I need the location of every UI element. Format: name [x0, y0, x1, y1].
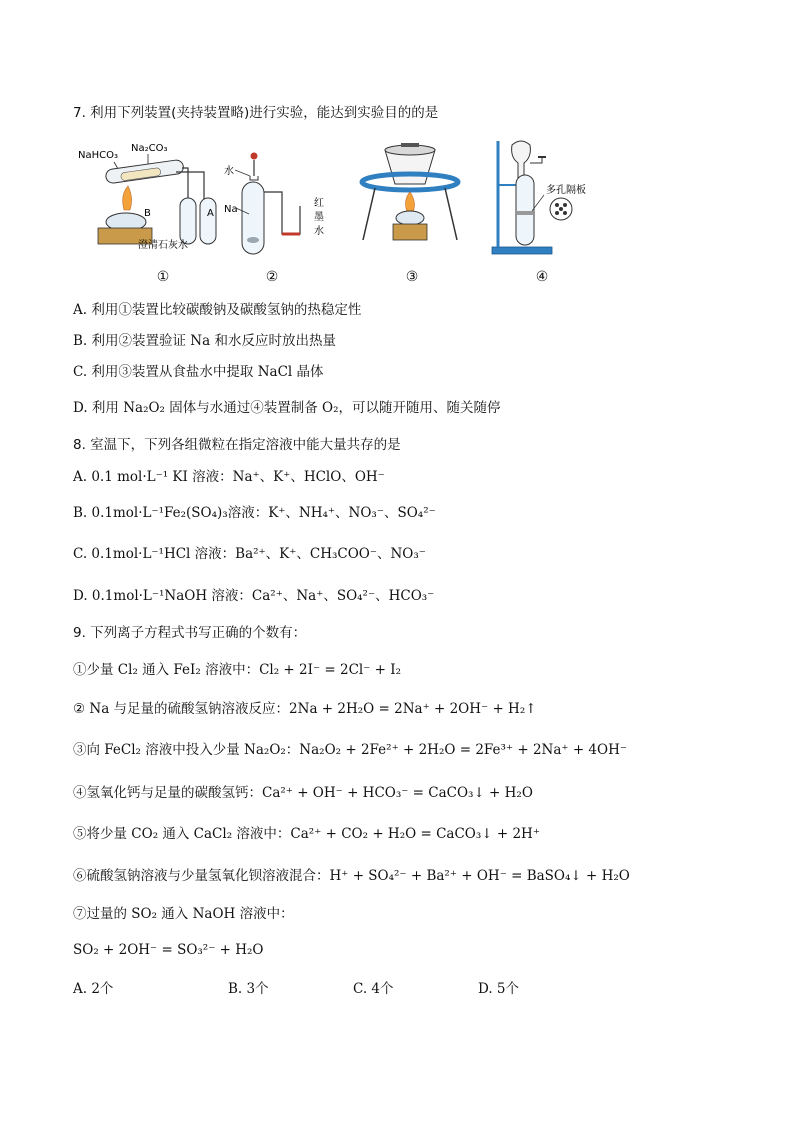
label-red: 红	[314, 198, 324, 209]
apparatus-1	[76, 140, 226, 260]
label-b: B	[144, 208, 151, 219]
q9-item-5: ⑤将少量 CO₂ 通入 CaCl₂ 溶液中：Ca²⁺ + CO₂ + H₂O = CaCO₃↓ + 2H⁺	[73, 826, 540, 842]
q9-item-2: ② Na 与足量的硫酸氢钠溶液反应：2Na + 2H₂O = 2Na⁺ + 2OH⁻ + H₂↑	[73, 701, 537, 717]
label-nahco3: NaHCO₃	[78, 150, 118, 161]
figure-caption-2: ②	[265, 269, 279, 285]
q9-item-6: ⑥硫酸氢钠溶液与少量氢氧化钡溶液混合：H⁺ + SO₄²⁻ + Ba²⁺ + OH⁻ = BaSO₄↓ + H₂O	[73, 868, 630, 884]
figure-caption-1: ①	[156, 269, 170, 285]
q9-choice-c: C. 4个	[353, 981, 394, 997]
q7-option-c: C. 利用③装置从食盐水中提取 NaCl 晶体	[73, 364, 324, 380]
q9-stem: 9. 下列离子方程式书写正确的个数有：	[73, 625, 307, 641]
label-a: A	[207, 208, 214, 219]
q8-stem: 8. 室温下，下列各组微粒在指定溶液中能大量共存的是	[73, 437, 401, 453]
q7-option-d: D. 利用 Na₂O₂ 固体与水通过④装置制备 O₂，可以随开随用、随关随停	[73, 400, 501, 416]
apparatus-3	[355, 140, 465, 255]
figure-caption-3: ③	[405, 269, 419, 285]
apparatus-2	[222, 148, 332, 260]
q9-item-7: ⑦过量的 SO₂ 通入 NaOH 溶液中：	[73, 906, 294, 922]
apparatus-4	[486, 135, 601, 260]
label-porous-plate: 多孔隔板	[546, 185, 586, 196]
q7-option-a: A. 利用①装置比较碳酸钠及碳酸氢钠的热稳定性	[73, 302, 362, 318]
q9-item-4: ④氢氧化钙与足量的碳酸氢钙：Ca²⁺ + OH⁻ + HCO₃⁻ = CaCO₃↓ + H₂O	[73, 785, 533, 801]
q7-stem: 7. 利用下列装置(夹持装置略)进行实验，能达到实验目的的是	[73, 105, 439, 121]
label-na: Na	[224, 204, 238, 215]
label-water: 水	[224, 166, 234, 177]
q7-option-b: B. 利用②装置验证 Na 和水反应时放出热量	[73, 333, 336, 349]
figure-caption-4: ④	[535, 269, 549, 285]
q8-option-d: D. 0.1mol·L⁻¹NaOH 溶液：Ca²⁺、Na⁺、SO₄²⁻、HCO₃⁻	[73, 588, 435, 604]
q8-option-c: C. 0.1mol·L⁻¹HCl 溶液：Ba²⁺、K⁺、CH₃COO⁻、NO₃⁻	[73, 546, 426, 562]
q9-choice-d: D. 5个	[478, 981, 520, 997]
q8-option-a: A. 0.1 mol·L⁻¹ KI 溶液：Na⁺、K⁺、HClO、OH⁻	[73, 469, 385, 485]
q9-item-3: ③向 FeCl₂ 溶液中投入少量 Na₂O₂：Na₂O₂ + 2Fe²⁺ + 2H₂O = 2Fe³⁺ + 2Na⁺ + 4OH⁻	[73, 742, 627, 758]
q8-option-b: B. 0.1mol·L⁻¹Fe₂(SO₄)₃溶液：K⁺、NH₄⁺、NO₃⁻、SO₄²⁻	[73, 505, 436, 521]
label-water2: 水	[314, 226, 324, 237]
label-na2co3: Na₂CO₃	[131, 143, 168, 154]
label-limewater: 澄清石灰水	[138, 240, 188, 251]
label-ink: 墨	[314, 212, 324, 223]
q9-item-1: ①少量 Cl₂ 通入 FeI₂ 溶液中：Cl₂ + 2I⁻ = 2Cl⁻ + I₂	[73, 662, 401, 678]
q9-choice-a: A. 2个	[73, 981, 114, 997]
q9-choice-b: B. 3个	[228, 981, 269, 997]
q9-item-7-equation: SO₂ + 2OH⁻ = SO₃²⁻ + H₂O	[73, 942, 264, 958]
